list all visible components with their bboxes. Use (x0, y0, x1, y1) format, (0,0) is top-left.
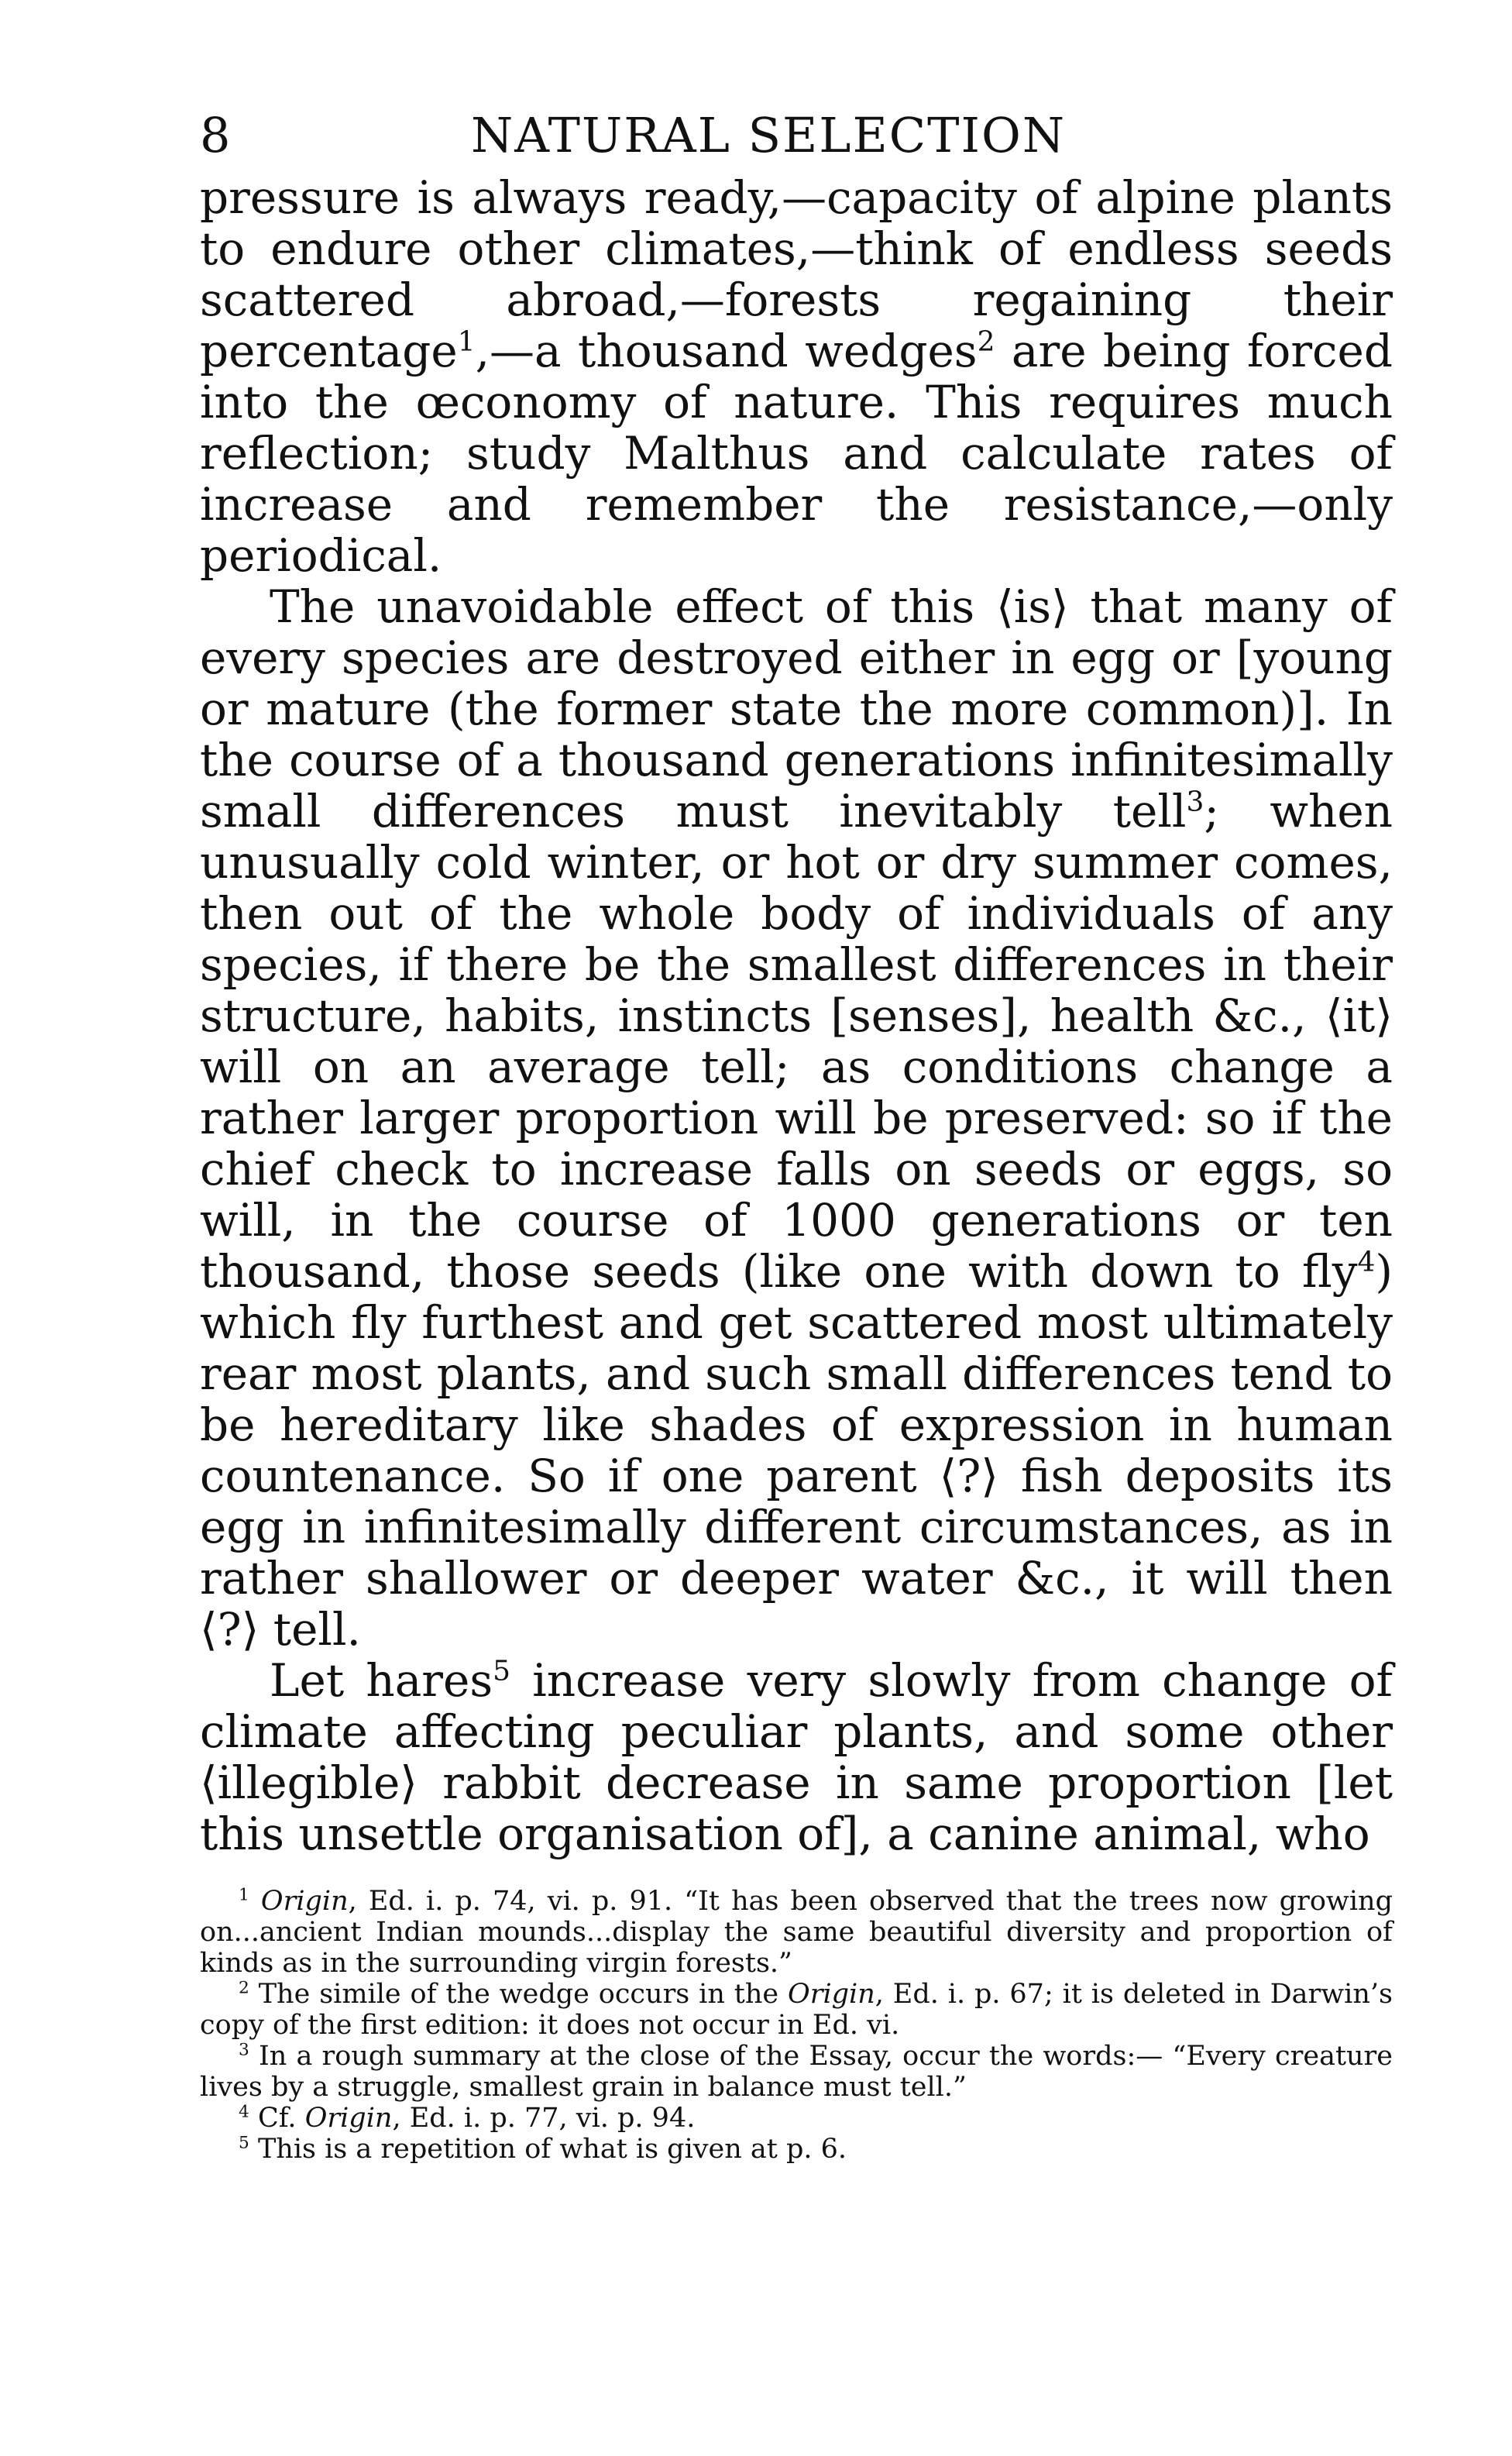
running-title: NATURAL SELECTION (471, 107, 1067, 163)
paragraph (200, 1655, 1393, 1859)
text-run: ,—a thousand wedges (475, 325, 978, 377)
footnote-marker: 2 (239, 1978, 249, 1998)
paragraph (200, 581, 1393, 1655)
footnote (200, 1886, 1393, 1979)
footnote (200, 2103, 1393, 2134)
text-run: Let hares (270, 1654, 493, 1707)
italic-text: Origin (788, 1979, 875, 2010)
footnote-marker: 2 (977, 325, 995, 358)
text-run: The unavoidable effect of this ⟨is⟩ that many of every species are destroyed either in egg or [young or mature (the former state the more common)]. In the course of a thousand generations infinitesimally small differences must inevitably tell (200, 580, 1393, 838)
page-number: 8 (200, 107, 231, 163)
text-run: increase very slowly from change of climate affecting peculiar plants, and some other ⟨illegible⟩ rabbit decrease in same proportion [let this unsettle organisation of], a canine animal, who (200, 1654, 1393, 1860)
paragraph (200, 172, 1393, 581)
text-run: pressure is always ready,—capacity of alpine plants to endure other climates,—think of endless seeds scattered abroad,—forests regaining their percentage (200, 171, 1393, 377)
footnote (200, 2041, 1393, 2103)
book-page (200, 101, 1393, 2165)
footnote-marker: 4 (1357, 1246, 1376, 1278)
footnote-marker: 1 (239, 1885, 249, 1905)
footnote-marker: 3 (1186, 786, 1204, 818)
italic-text: Origin (260, 1886, 349, 1917)
text-run: ) which fly furthest and get scattered most ultimately rear most plants, and such small differences tend to be hereditary like shades of expression in human countenance. So if one parent ⟨?⟩ fish deposits its egg in infinitesimally different circumstances, as in rather shallower or deeper water &c., it will then ⟨?⟩ tell. (200, 1245, 1393, 1656)
text-run: are being forced into the œconomy of nature. This requires much reflection; study Malthus and calculate rates of increase and remember the resistance,—only periodical. (200, 325, 1393, 582)
footnote-marker: 1 (457, 325, 476, 358)
footnote-marker: 5 (239, 2133, 249, 2153)
text-run: ; when unusually cold winter, or hot or dry summer comes, then out of the whole body of individuals of any species, if there be the smallest differences in their structure, habits, instincts [senses], health &c., ⟨it⟩ will on an average tell; as conditions change a rather larger proportion will be preserved: so if the chief check to increase falls on seeds or eggs, so will, in the course of 1000 generations or ten thousand, those seeds (like one with down to fly (200, 785, 1393, 1298)
text-run: Cf. (249, 2103, 305, 2134)
text-run: , Ed. i. p. 67; it is deleted in Darwin’s copy of the first edition: it does not occur in Ed. vi. (200, 1979, 1393, 2041)
text-run: In a rough summary at the close of the Essay, occur the words:— “Every creature lives by a struggle, smallest grain in balance must tell.” (200, 2041, 1393, 2103)
footnote (200, 1979, 1393, 2041)
italic-text: Origin (304, 2103, 393, 2134)
text-run: , Ed. i. p. 77, vi. p. 94. (392, 2103, 696, 2134)
footnote-marker: 3 (239, 2040, 249, 2060)
text-run: The simile of the wedge occurs in the (249, 1979, 789, 2010)
footnote-marker: 5 (493, 1655, 510, 1687)
text-run: , Ed. i. p. 74, vi. p. 91. “It has been observed that the trees now growing on...ancient Indian mounds...display the same beautiful diversity and proportion of kinds as in the surrounding virgin forests.” (200, 1886, 1393, 1979)
text-run (249, 1886, 261, 1917)
page-header (200, 101, 1393, 170)
footnote (200, 2134, 1393, 2165)
footnotes (200, 1886, 1393, 2165)
footnote-marker: 4 (239, 2102, 249, 2122)
text-run: This is a repetition of what is given at p. 6. (249, 2134, 847, 2165)
body-text (200, 172, 1393, 1859)
